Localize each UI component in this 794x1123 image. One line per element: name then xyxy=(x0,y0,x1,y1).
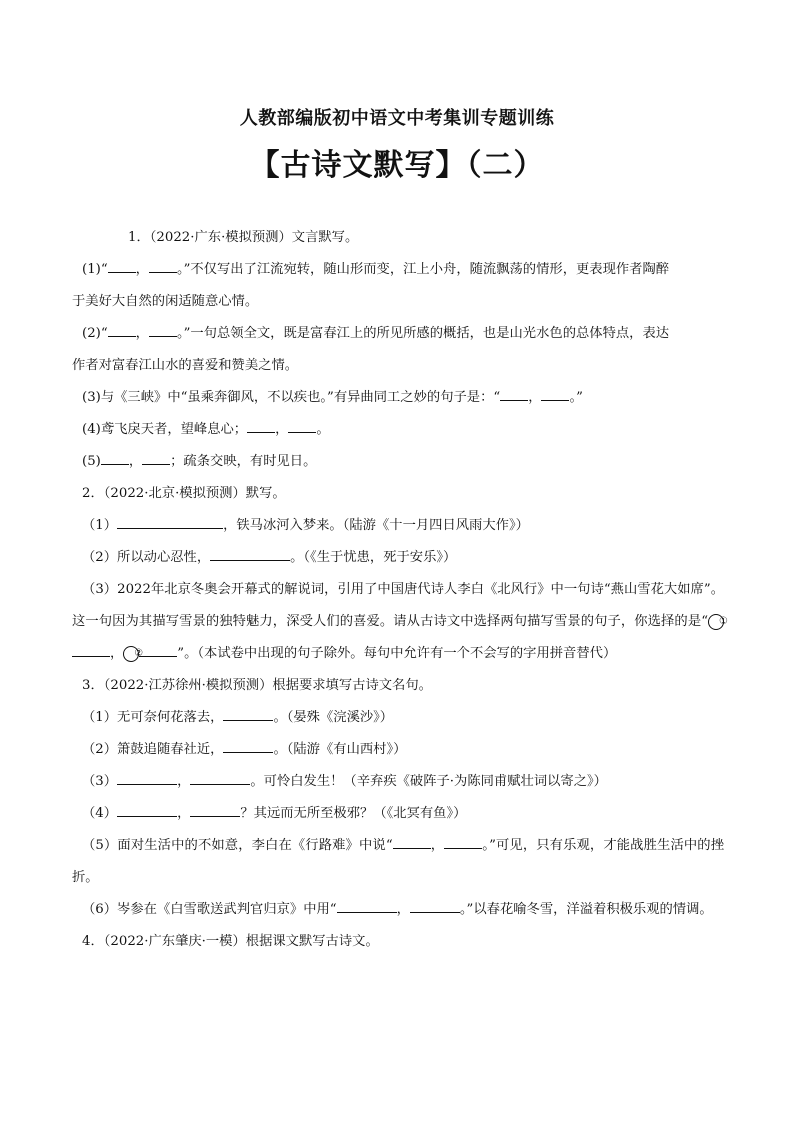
separator: ， xyxy=(177,774,191,789)
q1-item-3 xyxy=(72,382,724,414)
answer-blank[interactable] xyxy=(288,416,316,433)
answer-blank[interactable] xyxy=(142,448,170,465)
answer-blank[interactable] xyxy=(210,544,290,561)
answer-blank[interactable] xyxy=(444,832,482,849)
q3-item-5-text: 。”可见，只有乐观，才能战胜生活中的挫折。 xyxy=(72,838,724,885)
separator: ， xyxy=(128,454,143,469)
q2-item-1 xyxy=(72,510,724,542)
question-2-stem: 2．（2022·北京·模拟预测）默写。 xyxy=(82,486,286,501)
answer-blank[interactable] xyxy=(393,832,431,849)
q2-item-3-text: （3）2022年北京冬奥会开幕式的解说词，引用了中国唐代诗人李白《北风行》中一句诗“燕山雪花大如席”。这一句因为其描写雪景的独特魅力，深受人们的喜爱。请从古诗文中选择两句描写雪景的句子，你选择的是“ xyxy=(72,582,724,629)
q1-item-2-text: (2)“ xyxy=(82,326,108,341)
answer-blank[interactable] xyxy=(117,512,223,529)
q1-item-1-cont: 于美好大自然的闲适随意心情。 xyxy=(72,294,259,309)
answer-blank[interactable] xyxy=(500,384,528,401)
q2-item-3 xyxy=(72,574,728,670)
answer-blank[interactable] xyxy=(149,256,177,273)
q1-item-4-text: 。 xyxy=(316,422,330,437)
q2-item-2 xyxy=(72,542,724,574)
q2-item-1-text: ，铁马冰河入梦来。（陆游《十一月四日风雨大作》） xyxy=(223,518,529,533)
q3-item-4-text: （4） xyxy=(82,806,118,821)
answer-blank[interactable] xyxy=(223,736,273,753)
document-subtitle: 人教部编版初中语文中考集训专题训练 xyxy=(239,108,555,129)
separator: ， xyxy=(135,262,149,277)
q1-item-2-cont: 作者对富春江山水的喜爱和赞美之情。 xyxy=(72,358,299,373)
answer-blank[interactable] xyxy=(223,704,273,721)
answer-blank[interactable] xyxy=(139,640,177,657)
answer-blank[interactable] xyxy=(108,320,136,337)
q3-item-6-text: 。”以春花喻冬雪，洋溢着积极乐观的情调。 xyxy=(459,902,713,917)
answer-blank[interactable] xyxy=(247,416,275,433)
separator: ， xyxy=(177,806,191,821)
document-title: 【古诗文默写】（二） xyxy=(249,148,545,183)
q1-item-3-text: (3)与《三峡》中“虽乘奔御风，不以疾也。”有异曲同工之妙的句子是：“ xyxy=(82,390,501,405)
answer-blank[interactable] xyxy=(108,256,136,273)
q1-item-2-text: 。”一句总领全文，既是富春江上的所见所感的概括，也是山光水色的总体特点，表达 xyxy=(176,326,670,341)
q3-item-1-text: 。（晏殊《浣溪沙》） xyxy=(273,710,394,725)
q3-item-1-text: （1）无可奈何花落去， xyxy=(82,710,224,725)
answer-blank[interactable] xyxy=(337,896,397,913)
q2-item-3-text: ”。（本试卷中出现的句子除外。每句中允许有一个不会写的字用拼音替代） xyxy=(177,646,617,661)
q1-item-1-text: 。”不仅写出了江流宛转，随山形而变，江上小舟，随流飘荡的情形，更表现作者陶醉 xyxy=(176,262,670,277)
answer-blank[interactable] xyxy=(117,800,177,817)
separator: ， xyxy=(110,646,124,661)
answer-blank[interactable] xyxy=(190,800,240,817)
answer-blank[interactable] xyxy=(410,896,460,913)
circled-number: ② xyxy=(123,646,139,662)
q2-item-1-text: （1） xyxy=(82,518,118,533)
q3-item-3 xyxy=(72,766,724,798)
question-list xyxy=(72,222,728,958)
q3-item-5 xyxy=(72,830,724,894)
question-1-stem: 1．（2022·广东·模拟预测）文言默写。 xyxy=(128,230,359,245)
q1-item-1-text: (1)“ xyxy=(82,262,108,277)
q2-item-2-text: （2）所以动心忍性， xyxy=(82,550,211,565)
answer-blank[interactable] xyxy=(149,320,177,337)
separator: ， xyxy=(396,902,410,917)
q1-item-1 xyxy=(72,254,724,286)
q1-item-3-text: 。” xyxy=(569,390,583,405)
q3-item-2 xyxy=(72,734,724,766)
q3-item-3-text: （3） xyxy=(82,774,118,789)
circled-number: ① xyxy=(708,614,724,630)
question-3-stem: 3．（2022·江苏徐州·模拟预测）根据要求填写古诗文名句。 xyxy=(82,678,432,693)
q1-item-5 xyxy=(72,446,724,478)
q1-item-5-text: (5) xyxy=(82,454,101,469)
separator: ， xyxy=(275,422,289,437)
q2-item-2-text: 。（《生于忧患，死于安乐》） xyxy=(290,550,457,565)
q3-item-6-text: （6）岑参在《白雪歌送武判官归京》中用“ xyxy=(82,902,337,917)
question-4-stem: 4．（2022·广东肇庆·一模）根据课文默写古诗文。 xyxy=(82,934,379,949)
q1-item-4-text: (4)鸢飞戾天者，望峰息心； xyxy=(82,422,248,437)
answer-blank[interactable] xyxy=(541,384,569,401)
q3-item-3-text: 。可怜白发生！（辛弃疾《破阵子·为陈同甫赋壮词以寄之》） xyxy=(250,774,607,789)
q3-item-1 xyxy=(72,702,724,734)
q3-item-6 xyxy=(72,894,724,926)
q3-item-4-text: ？其远而无所至极邪？（《北冥有鱼》） xyxy=(240,806,467,821)
separator: ， xyxy=(135,326,149,341)
q3-item-5-text: （5）面对生活中的不如意，李白在《行路难》中说“ xyxy=(82,838,393,853)
separator: ， xyxy=(528,390,542,405)
q3-item-2-text: 。（陆游《有山西村》） xyxy=(273,742,407,757)
q1-item-4 xyxy=(72,414,724,446)
separator: ， xyxy=(430,838,445,853)
q3-item-2-text: （2）箫鼓追随春社近， xyxy=(82,742,224,757)
q1-item-2 xyxy=(72,318,724,350)
q1-item-5-text: ；疏条交映，有时见日。 xyxy=(170,454,317,469)
answer-blank[interactable] xyxy=(72,640,110,657)
answer-blank[interactable] xyxy=(190,768,250,785)
q3-item-4 xyxy=(72,798,724,830)
answer-blank[interactable] xyxy=(101,448,129,465)
answer-blank[interactable] xyxy=(117,768,177,785)
